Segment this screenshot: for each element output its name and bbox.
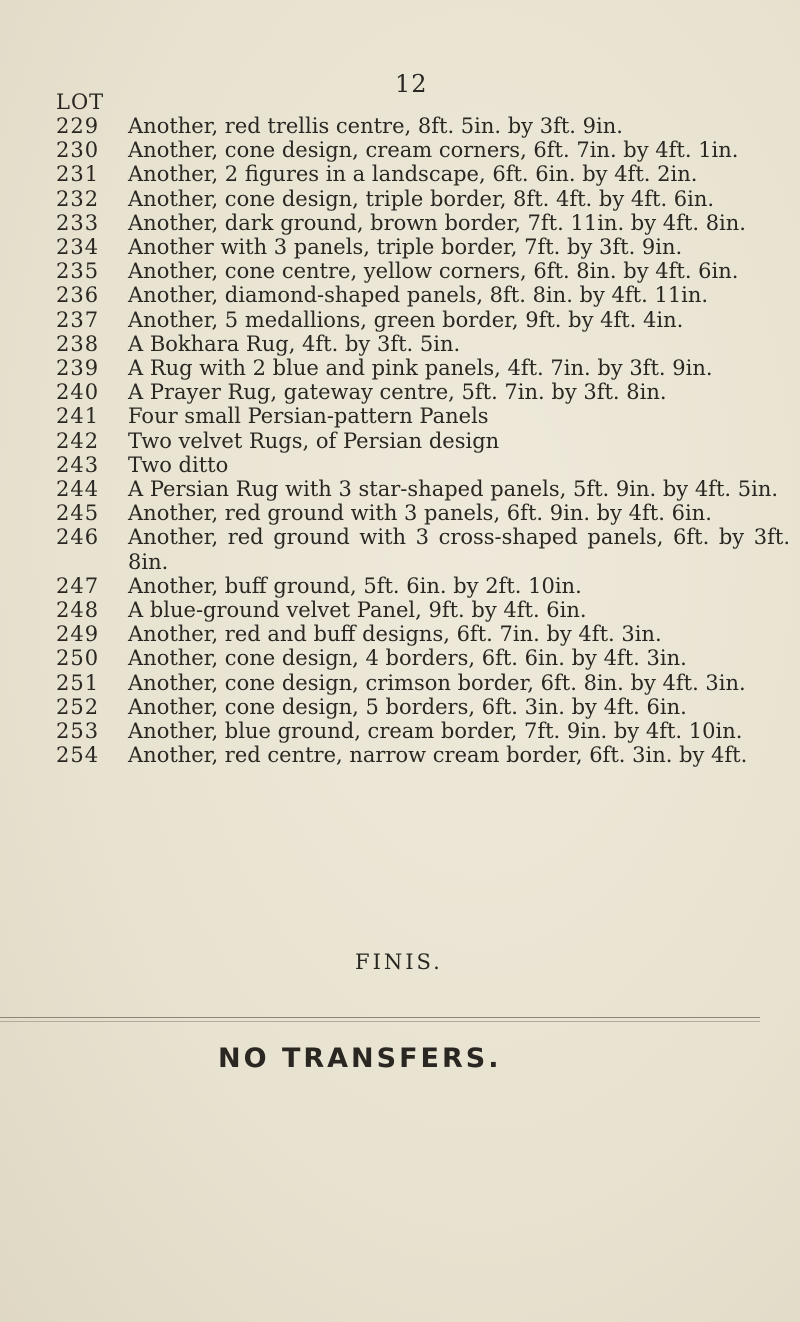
lot-description: A Persian Rug with 3 star-shaped panels, 5ft. 9in. by 4ft. 5in.	[128, 477, 779, 502]
lot-entry	[56, 308, 796, 332]
lot-entry	[56, 622, 796, 646]
lot-description: Another, cone design, 5 borders, 6ft. 3in. by 4ft. 6in.	[128, 694, 687, 719]
lot-number: 230	[56, 138, 100, 163]
lot-description: Another, cone centre, yellow corners, 6ft. 8in. by 4ft. 6in.	[128, 259, 739, 284]
lot-entry	[56, 162, 796, 186]
lot-description: Another, cone design, crimson border, 6ft. 8in. by 4ft. 3in.	[128, 670, 746, 695]
lot-number: 242	[56, 428, 100, 453]
divider-rule	[0, 1017, 760, 1018]
lot-entry	[56, 671, 796, 695]
lot-description: Two velvet Rugs, of Persian design	[128, 428, 500, 453]
lot-number: 234	[56, 235, 100, 260]
lot-number: 244	[56, 477, 100, 502]
lot-entry	[56, 259, 796, 283]
lot-entry	[56, 114, 796, 138]
lot-entry	[56, 646, 796, 670]
lot-description: Another, blue ground, cream border, 7ft. 9in. by 4ft. 10in.	[128, 719, 743, 744]
lot-number: 236	[56, 283, 100, 308]
lot-number: 249	[56, 622, 100, 647]
lot-entry	[56, 404, 796, 428]
lot-entry	[56, 380, 796, 404]
divider-rule-secondary	[0, 1021, 760, 1022]
lot-entry	[56, 235, 796, 259]
lot-entry	[56, 332, 796, 356]
lot-list	[56, 114, 796, 767]
lot-number: 241	[56, 404, 100, 429]
lot-number: 253	[56, 719, 100, 744]
lot-entry	[56, 211, 796, 235]
lot-description: Another, buff ground, 5ft. 6in. by 2ft. 10in.	[128, 573, 582, 598]
lot-number: 229	[56, 114, 100, 138]
lot-description: Another, 2 figures in a landscape, 6ft. 6in. by 4ft. 2in.	[128, 162, 698, 187]
page-number: 12	[395, 70, 428, 98]
lot-number: 240	[56, 380, 100, 405]
lot-entry	[56, 138, 796, 162]
lot-entry	[56, 719, 796, 743]
lot-description: Another, dark ground, brown border, 7ft. 11in. by 4ft. 8in.	[128, 210, 746, 235]
no-transfers-notice: NO TRANSFERS.	[218, 1043, 502, 1074]
lot-number: 238	[56, 331, 100, 356]
lot-description: Another, 5 medallions, green border, 9ft. by 4ft. 4in.	[128, 307, 684, 332]
lot-entry	[56, 477, 796, 501]
lot-description: Another, cone design, 4 borders, 6ft. 6in. by 4ft. 3in.	[128, 646, 687, 671]
lot-description: Another, cone design, triple border, 8ft. 4ft. by 4ft. 6in.	[128, 186, 715, 211]
lot-number: 235	[56, 259, 100, 284]
lot-entry	[56, 598, 796, 622]
lot-description: Another, red ground with 3 cross-shaped panels, 6ft. by 3ft. 8in.	[128, 525, 790, 574]
lot-number: 239	[56, 356, 100, 381]
lot-number: 250	[56, 646, 100, 671]
lot-description: Another with 3 panels, triple border, 7ft. by 3ft. 9in.	[128, 235, 683, 260]
lot-number: 251	[56, 670, 100, 695]
lot-entry	[56, 429, 796, 453]
lot-entry	[56, 187, 796, 211]
lot-number: 243	[56, 452, 100, 477]
lot-number: 231	[56, 162, 100, 187]
lot-description: Another, diamond-shaped panels, 8ft. 8in. by 4ft. 11in.	[128, 283, 709, 308]
lot-entry	[56, 453, 796, 477]
lot-description: A Bokhara Rug, 4ft. by 3ft. 5in.	[128, 331, 461, 356]
lot-entry	[56, 574, 796, 598]
lot-description: A Prayer Rug, gateway centre, 5ft. 7in. by 3ft. 8in.	[128, 380, 667, 405]
lot-description: Another, red centre, narrow cream border, 6ft. 3in. by 4ft.	[128, 743, 748, 768]
lot-description: Another, cone design, cream corners, 6ft. 7in. by 4ft. 1in.	[128, 138, 739, 163]
lot-entry	[56, 695, 796, 719]
lot-number: 246	[56, 525, 100, 550]
lot-number: 237	[56, 307, 100, 332]
finis-label: FINIS.	[355, 950, 443, 974]
lot-column-header: LOT	[56, 90, 105, 114]
lot-description: Four small Persian-pattern Panels	[128, 404, 489, 429]
lot-entry	[56, 356, 796, 380]
lot-number: 252	[56, 694, 100, 719]
lot-description: Another, red trellis centre, 8ft. 5in. by 3ft. 9in.	[128, 114, 623, 138]
lot-number: 233	[56, 210, 100, 235]
lot-entry	[56, 283, 796, 307]
lot-number: 248	[56, 598, 100, 623]
lot-entry	[56, 501, 796, 525]
lot-description: Another, red and buff designs, 6ft. 7in. by 4ft. 3in.	[128, 622, 662, 647]
lot-number: 232	[56, 186, 100, 211]
lot-description: A Rug with 2 blue and pink panels, 4ft. 7in. by 3ft. 9in.	[128, 356, 713, 381]
lot-description: Two ditto	[128, 452, 229, 477]
lot-number: 245	[56, 501, 100, 526]
lot-description: Another, red ground with 3 panels, 6ft. 9in. by 4ft. 6in.	[128, 501, 712, 526]
lot-number: 247	[56, 573, 100, 598]
lot-entry	[56, 743, 796, 767]
lot-entry	[56, 525, 796, 573]
lot-description: A blue-ground velvet Panel, 9ft. by 4ft. 6in.	[128, 598, 587, 623]
lot-number: 254	[56, 743, 100, 768]
